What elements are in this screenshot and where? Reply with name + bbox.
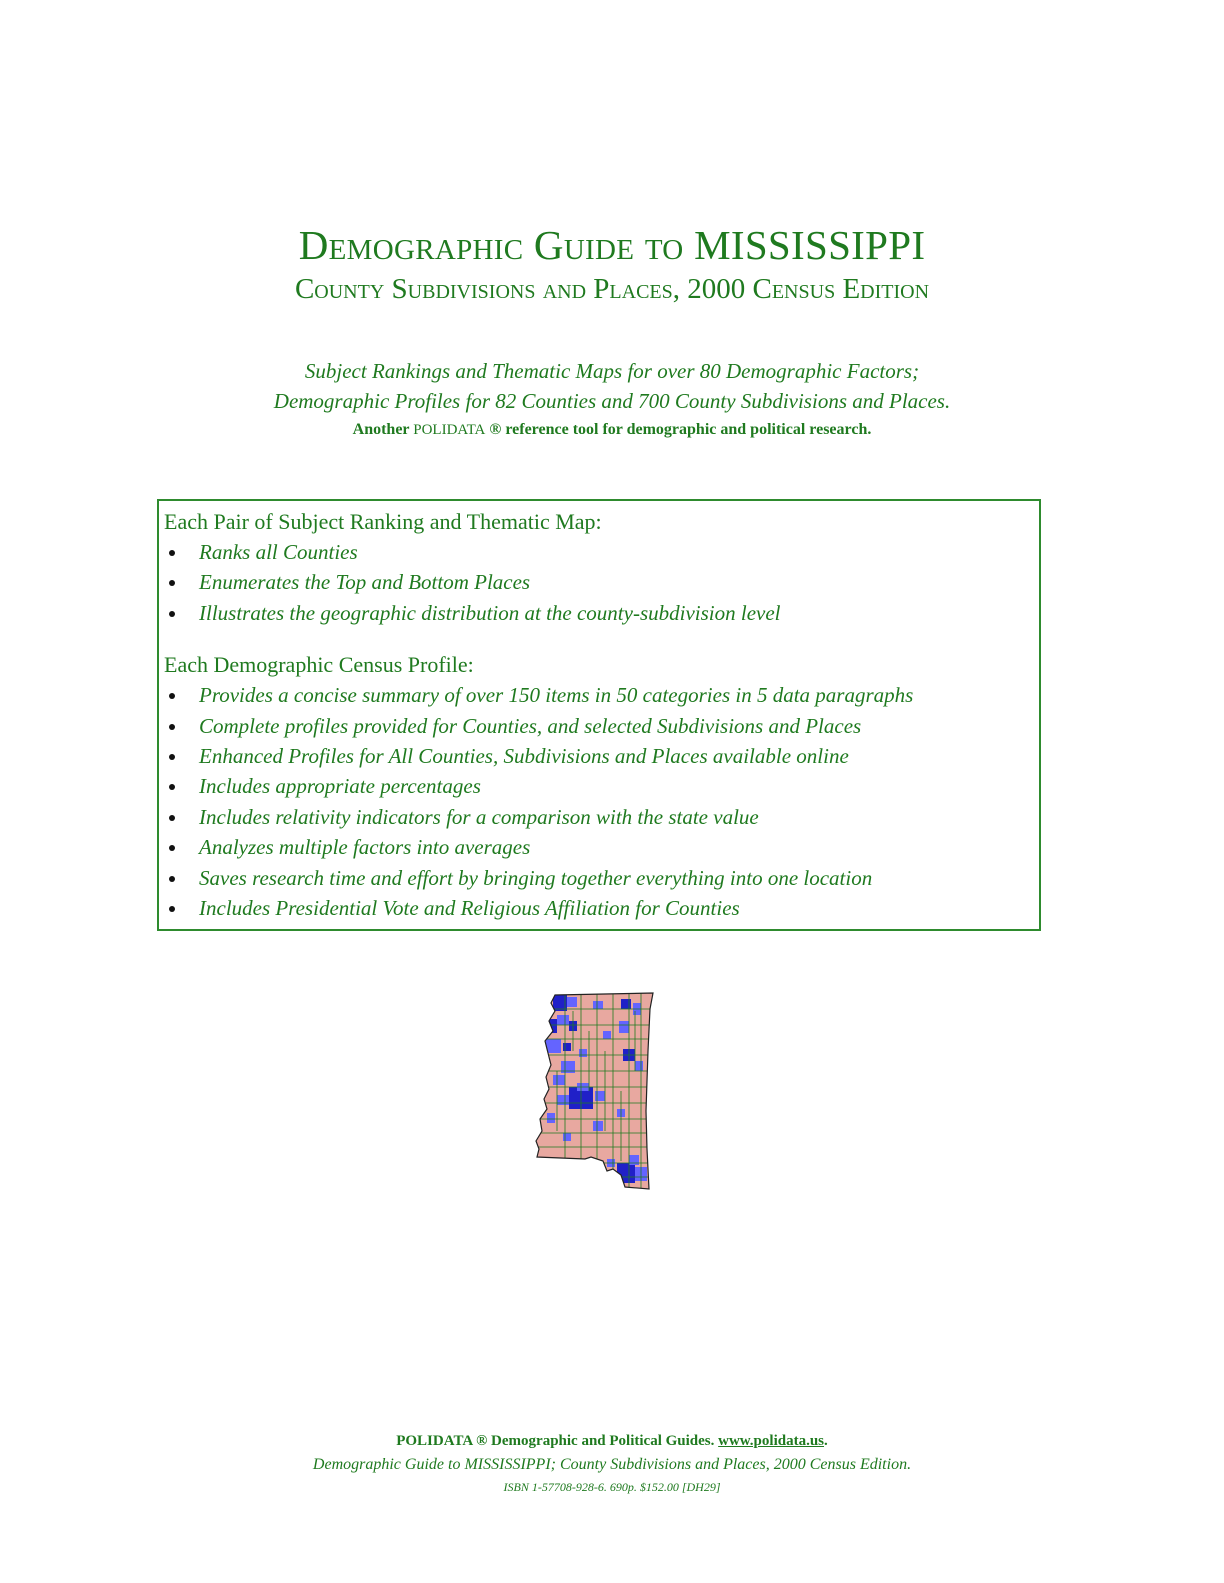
ranking-list [164, 537, 1039, 628]
feature-box [157, 499, 1041, 931]
mississippi-map [533, 991, 661, 1191]
tagline-profiles: Demographic Profiles for 82 Counties and 700 County Subdivisions and Places. [273, 389, 951, 413]
list-item [164, 598, 1039, 628]
list-item [164, 771, 1039, 801]
list-item-text: Saves research time and effort by bringing together everything into one location [199, 865, 873, 890]
list-item [164, 802, 1039, 832]
bullet-icon [169, 784, 175, 790]
footer-publisher [0, 1431, 1224, 1451]
bullet-icon [169, 580, 175, 586]
list-item-text: Provides a concise summary of over 150 items in 50 categories in 5 data paragraphs [199, 683, 914, 708]
bullet-icon [169, 611, 175, 617]
bullet-icon [169, 876, 175, 882]
list-item [164, 537, 1039, 567]
mississippi-map-image [533, 991, 661, 1191]
section-gap [164, 628, 1039, 650]
cover-subtitle: County Subdivisions and Places, 2000 Census Edition [294, 273, 930, 305]
list-item-text: Includes appropriate percentages [199, 774, 481, 799]
footer-period: . [824, 1433, 828, 1449]
list-item [164, 863, 1039, 893]
list-item-text: Enhanced Profiles for All Counties, Subdivisions and Places available online [199, 744, 849, 769]
cover-title: Demographic Guide to MISSISSIPPI [298, 222, 926, 268]
ranking-heading: Each Pair of Subject Ranking and Thematic Map: [164, 509, 602, 534]
tagline-brand: POLIDATA [413, 422, 486, 438]
tagline-reference-tool [0, 418, 1224, 442]
list-item [164, 832, 1039, 862]
bullet-icon [169, 906, 175, 912]
bullet-icon [169, 845, 175, 851]
bullet-icon [169, 724, 175, 730]
list-item-text: Analyzes multiple factors into averages [199, 835, 531, 860]
list-item [164, 741, 1039, 771]
list-item-text: Includes Presidential Vote and Religious Affiliation for Counties [199, 896, 740, 921]
bullet-icon [169, 550, 175, 556]
profile-list [164, 680, 1039, 923]
list-item-text: Illustrates the geographic distribution at the county-subdivision level [199, 600, 781, 625]
list-item [164, 680, 1039, 710]
profile-heading: Each Demographic Census Profile: [164, 652, 474, 678]
bullet-icon [169, 815, 175, 821]
list-item-text: Enumerates the Top and Bottom Places [199, 570, 531, 595]
list-item [164, 893, 1039, 923]
website-link[interactable]: www.polidata.us [718, 1433, 825, 1449]
tagline-prefix: Another [352, 421, 410, 438]
tagline-rankings: Subject Rankings and Thematic Maps for over 80 Demographic Factors; [304, 359, 920, 383]
list-item-text: Includes relativity indicators for a comparison with the state value [199, 804, 759, 829]
list-item-text: Ranks all Counties [199, 540, 358, 564]
list-item [164, 567, 1039, 597]
list-item-text: Complete profiles provided for Counties, and selected Subdivisions and Places [199, 713, 862, 738]
footer-citation: Demographic Guide to MISSISSIPPI; County Subdivisions and Places, 2000 Census Edition. [312, 1456, 912, 1473]
footer-publisher-text: POLIDATA ® Demographic and Political Guides. [396, 1433, 715, 1449]
list-item [164, 711, 1039, 741]
bullet-icon [169, 693, 175, 699]
footer-isbn: ISBN 1-57708-928-6. 690p. $152.00 [DH29] [503, 1480, 721, 1494]
bullet-icon [169, 754, 175, 760]
tagline-suffix: ® reference tool for demographic and political research. [489, 421, 872, 438]
